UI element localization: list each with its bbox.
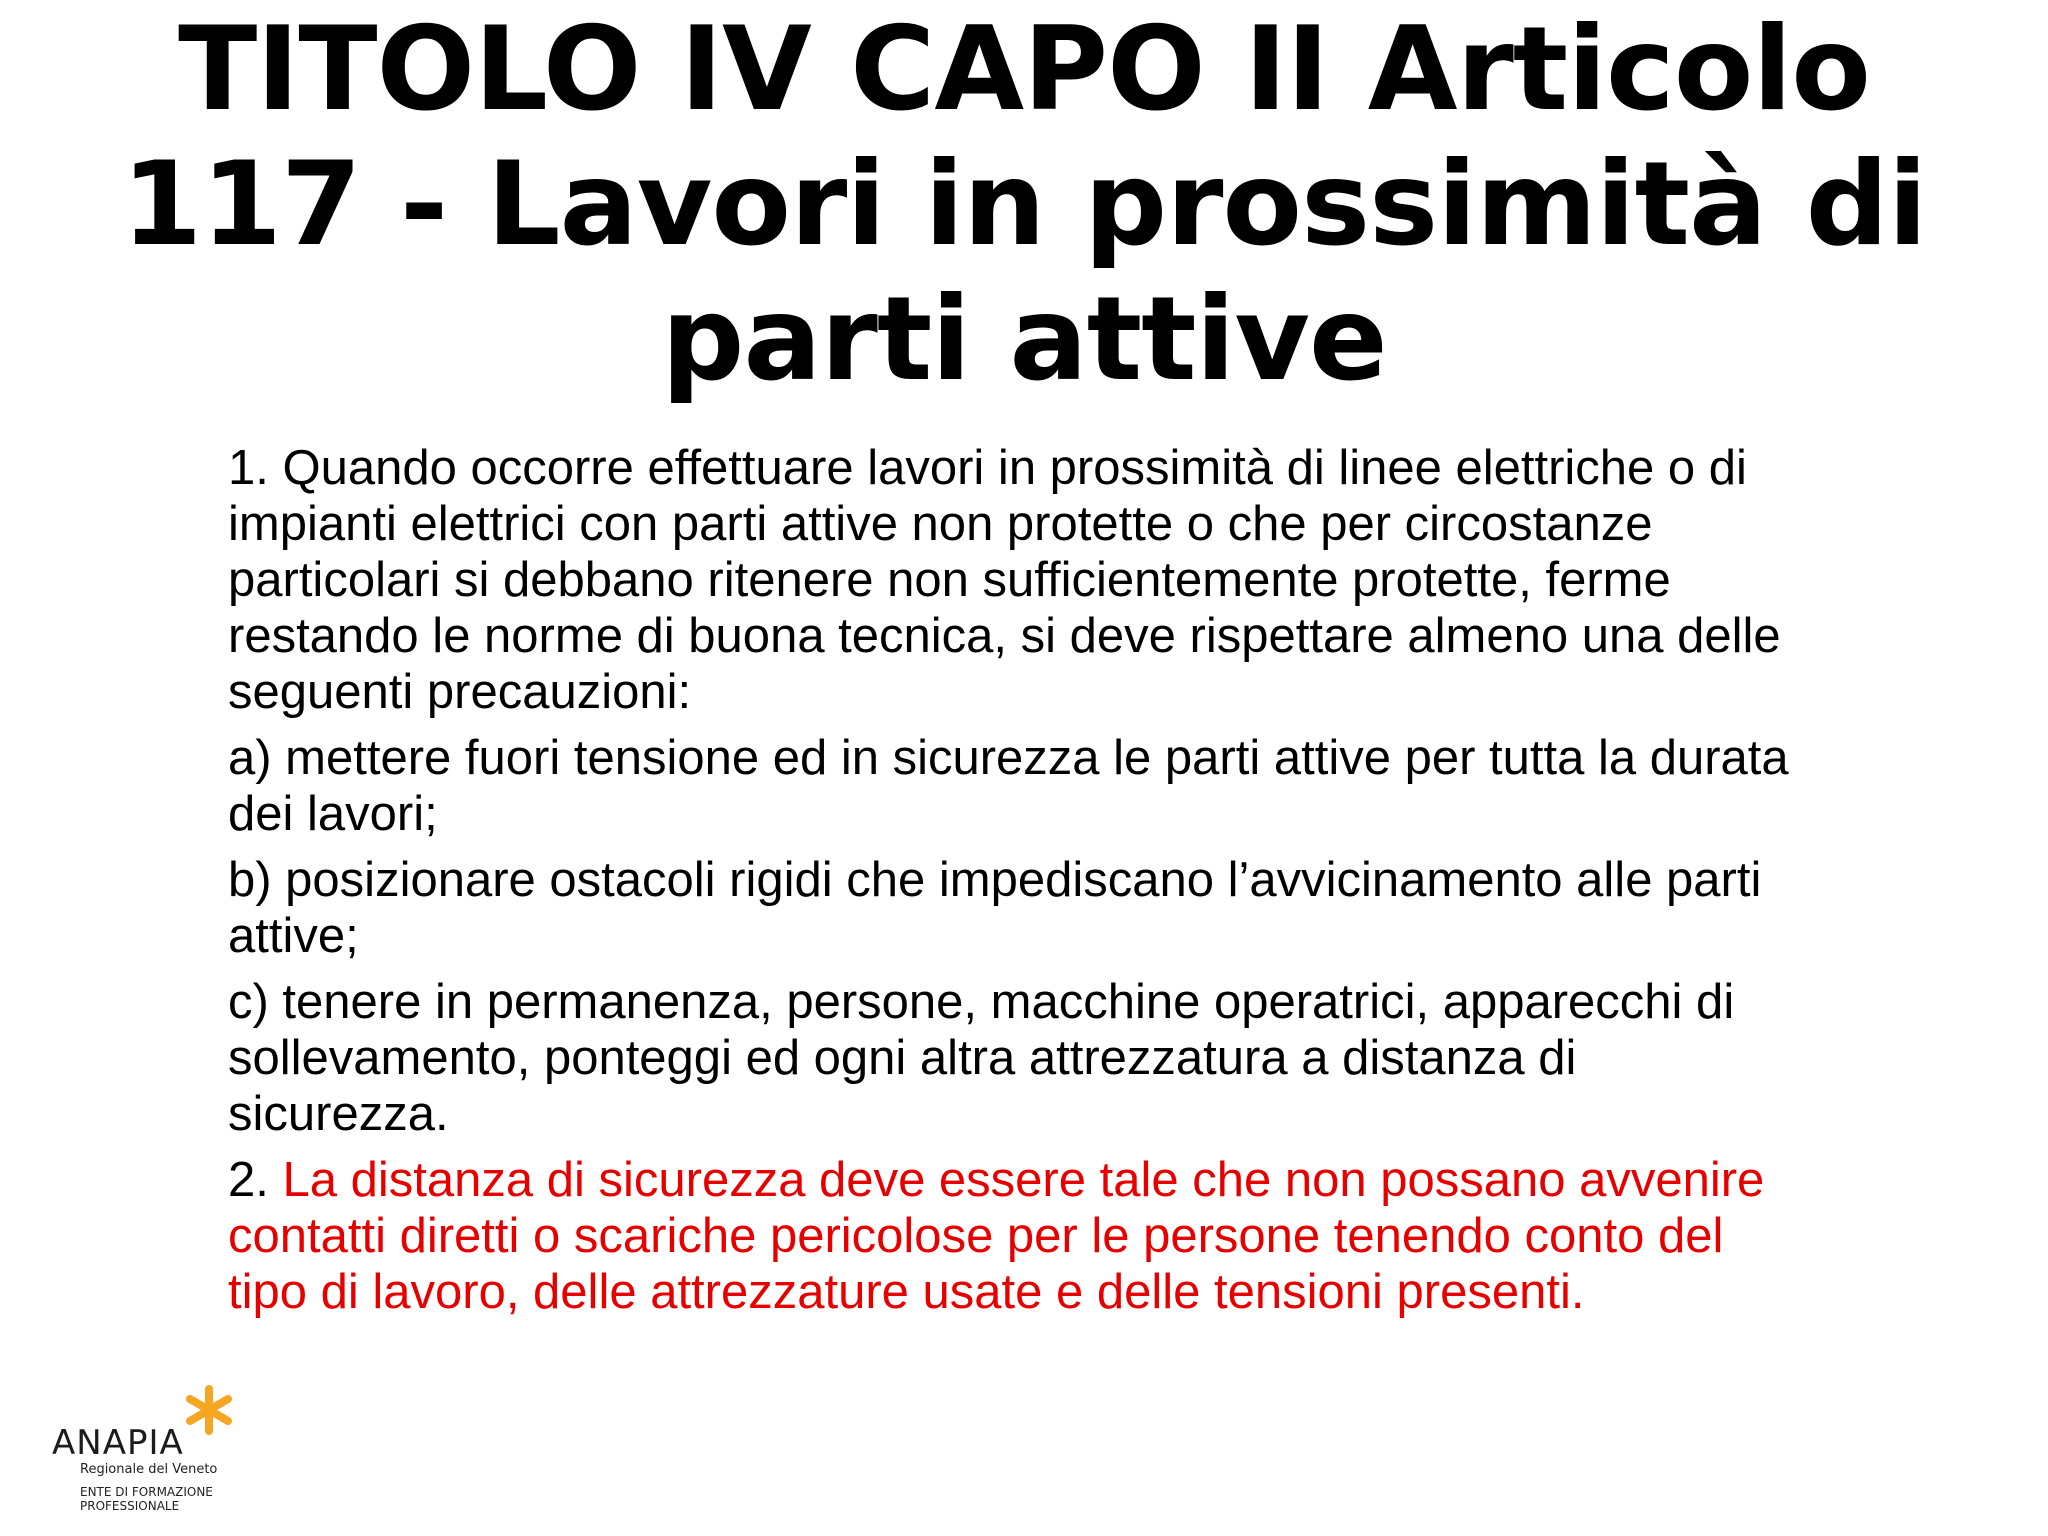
logo-name: ANAPIA: [52, 1423, 184, 1463]
paragraph-1: [228, 440, 1988, 720]
logo-tagline-line: ENTE DI FORMAZIONE: [80, 1485, 213, 1499]
paragraph-number: 2.: [228, 1153, 269, 1207]
title-line: TITOLO IV CAPO II Articolo: [178, 2, 1870, 137]
highlighted-text: tipo di lavoro, delle attrezzature usate e delle tensioni presenti.: [228, 1265, 1585, 1319]
title-line: 117 - Lavori in prossimità di: [121, 137, 1927, 272]
body-line: impianti elettrici con parti attive non protette o che per circostanze: [228, 497, 1653, 551]
slide-title: [0, 2, 2048, 407]
highlighted-text: contatti diretti o scariche pericolose per le persone tenendo conto del: [228, 1209, 1724, 1263]
body-line: c) tenere in permanenza, persone, macchine operatrici, apparecchi di: [228, 975, 1735, 1029]
anapia-logo: [52, 1385, 282, 1525]
body-line: b) posizionare ostacoli rigidi che impediscano l’avvicinamento alle parti: [228, 853, 1762, 907]
star-icon: [184, 1385, 234, 1435]
slide-body: [228, 440, 1988, 1330]
body-line: 1. Quando occorre effettuare lavori in prossimità di linee elettriche o di: [228, 441, 1747, 495]
logo-tagline: [80, 1485, 213, 1513]
body-line: sollevamento, ponteggi ed ogni altra attrezzatura a distanza di: [228, 1031, 1577, 1085]
paragraph-c: [228, 974, 1988, 1142]
paragraph-a: [228, 730, 1988, 842]
paragraph-2: [228, 1152, 1988, 1320]
body-line: dei lavori;: [228, 787, 438, 841]
body-line: restando le norme di buona tecnica, si deve rispettare almeno una delle: [228, 609, 1781, 663]
body-line: attive;: [228, 909, 359, 963]
body-line: [228, 1152, 1988, 1208]
body-line: particolari si debbano ritenere non sufficientemente protette, ferme: [228, 553, 1671, 607]
body-line: sicurezza.: [228, 1087, 449, 1141]
logo-tagline-line: PROFESSIONALE: [80, 1499, 180, 1513]
paragraph-b: [228, 852, 1988, 964]
logo-subtitle: Regionale del Veneto: [80, 1462, 218, 1477]
highlighted-text: La distanza di sicurezza deve essere tale che non possano avvenire: [282, 1153, 1765, 1207]
title-line: parti attive: [661, 272, 1387, 407]
body-line: a) mettere fuori tensione ed in sicurezza le parti attive per tutta la durata: [228, 731, 1789, 785]
body-line: seguenti precauzioni:: [228, 665, 692, 719]
